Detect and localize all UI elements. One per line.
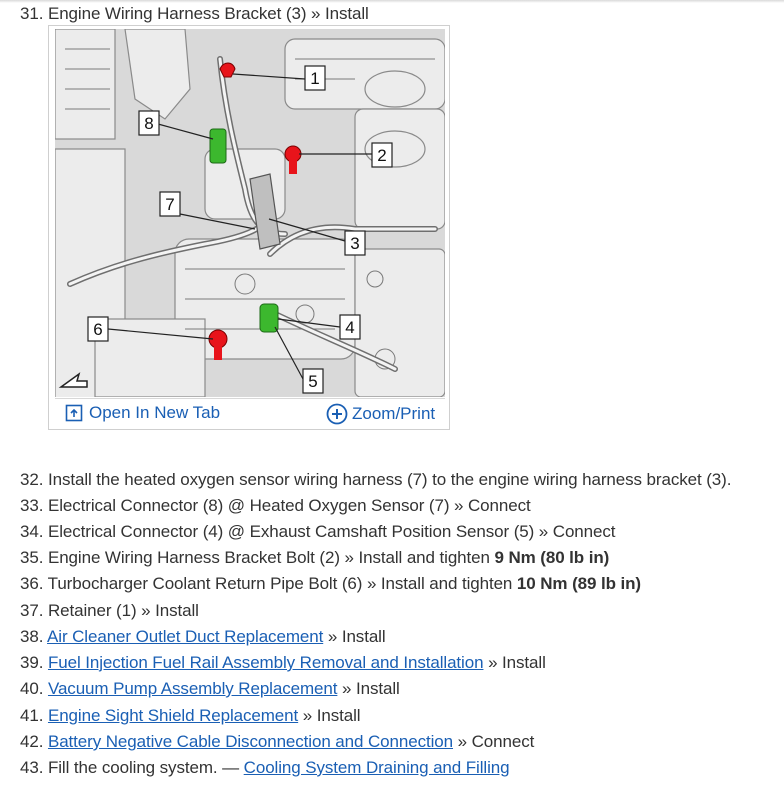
engine-illustration-figure — [48, 25, 450, 430]
step-number: 31. — [20, 4, 44, 23]
step-text: Electrical Connector (4) @ Exhaust Camshaft Position Sensor (5) » Connect — [47, 522, 616, 541]
step-text: Engine Wiring Harness Bracket Bolt (2) » Install and tighten — [47, 548, 495, 567]
callout-7: 7 — [165, 195, 175, 214]
air-cleaner-duct-link[interactable]: Air Cleaner Outlet Duct Replacement — [47, 627, 324, 646]
zoom-plus-icon — [326, 403, 348, 425]
step-text: Fill the cooling system. — — [47, 758, 244, 777]
step-number: 36. — [20, 574, 44, 593]
step-number: 33. — [20, 496, 44, 515]
step-32 — [20, 469, 731, 491]
step-suffix: » Install — [323, 627, 386, 646]
step-number: 34. — [20, 522, 44, 541]
step-number: 39. — [20, 653, 44, 672]
step-37 — [20, 600, 199, 622]
step-suffix: » Connect — [453, 732, 535, 751]
step-number: 35. — [20, 548, 44, 567]
callout-4: 4 — [345, 318, 355, 337]
battery-cable-link[interactable]: Battery Negative Cable Disconnection and Connection — [47, 732, 454, 751]
step-33 — [20, 495, 531, 517]
step-number: 38. — [20, 627, 44, 646]
open-in-new-tab-label: Open In New Tab — [89, 403, 221, 422]
callout-8: 8 — [144, 114, 154, 133]
cooling-system-link[interactable]: Cooling System Draining and Filling — [243, 758, 510, 777]
engine-illustration — [55, 29, 445, 397]
step-42 — [20, 731, 534, 753]
open-new-tab-icon — [65, 404, 83, 422]
step-35 — [20, 547, 609, 569]
step-number: 32. — [20, 470, 44, 489]
fuel-rail-link[interactable]: Fuel Injection Fuel Rail Assembly Removal and Installation — [47, 653, 484, 672]
zoom-print-label: Zoom/Print — [352, 404, 436, 423]
step-number: 41. — [20, 706, 44, 725]
step-41 — [20, 705, 360, 727]
step-number: 42. — [20, 732, 44, 751]
step-suffix: » Install — [337, 679, 400, 698]
step-36 — [20, 573, 641, 595]
callout-1: 1 — [310, 69, 320, 88]
engine-sight-shield-link[interactable]: Engine Sight Shield Replacement — [47, 706, 299, 725]
step-40 — [20, 678, 400, 700]
step-text: Engine Wiring Harness Bracket (3) » Install — [47, 4, 369, 23]
callout-3: 3 — [350, 234, 360, 253]
step-number: 37. — [20, 601, 44, 620]
step-suffix: » Install — [298, 706, 361, 725]
torque-spec: 10 Nm (89 lb in) — [516, 574, 641, 593]
step-text: Turbocharger Coolant Return Pipe Bolt (6) » Install and tighten — [47, 574, 517, 593]
step-suffix: » Install — [483, 653, 546, 672]
callout-5: 5 — [308, 372, 318, 391]
step-38 — [20, 626, 386, 648]
step-text: Retainer (1) » Install — [47, 601, 199, 620]
callout-2: 2 — [377, 146, 387, 165]
open-in-new-tab-link[interactable] — [65, 403, 220, 423]
figure-footer — [55, 398, 445, 429]
step-34 — [20, 521, 615, 543]
vacuum-pump-link[interactable]: Vacuum Pump Assembly Replacement — [47, 679, 338, 698]
step-text: Electrical Connector (8) @ Heated Oxygen Sensor (7) » Connect — [47, 496, 531, 515]
torque-spec: 9 Nm (80 lb in) — [494, 548, 610, 567]
zoom-print-link[interactable] — [326, 403, 435, 425]
callout-6: 6 — [93, 320, 103, 339]
step-text: Install the heated oxygen sensor wiring harness (7) to the engine wiring harness bracket (3). — [47, 470, 732, 489]
step-43 — [20, 757, 509, 779]
step-number: 40. — [20, 679, 44, 698]
step-39 — [20, 652, 546, 674]
step-31 — [20, 3, 369, 25]
step-number: 43. — [20, 758, 44, 777]
